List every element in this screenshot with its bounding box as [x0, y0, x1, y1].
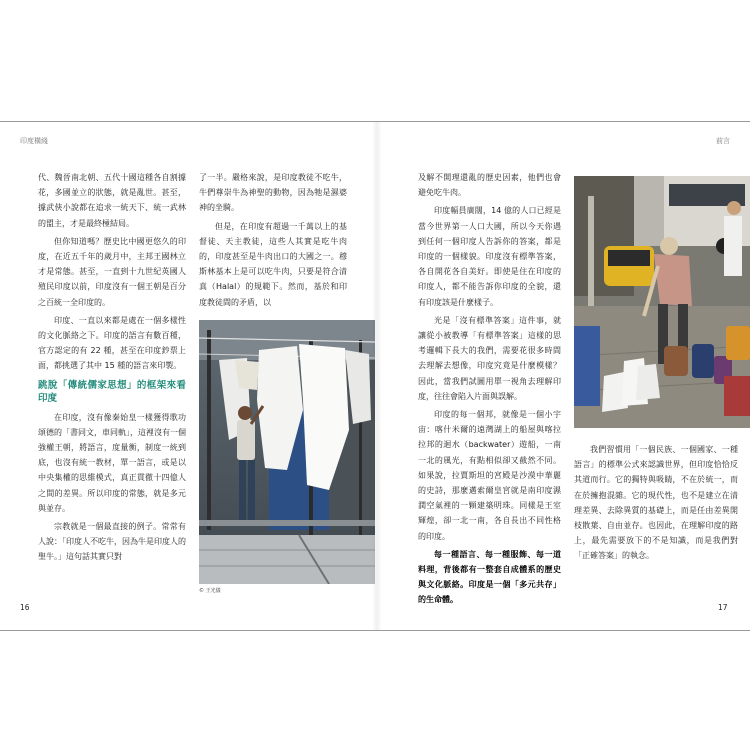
book-spread — [0, 121, 750, 631]
street-photo — [574, 176, 750, 428]
right-column-2 — [574, 442, 738, 567]
paragraph: 但你知道嗎？歷史比中國更悠久的印度，在近五千年的歲月中，主邦王國林立才是常態。甚至，一直到十九世紀英國人殖民印度以前，印度沒有一個王朝是百分之百統一全印度的。 — [38, 236, 186, 307]
paragraph: 及解不開理還亂的歷史因素，他們也會避免吃牛肉。 — [418, 173, 561, 198]
paragraph: 光是「沒有標準答案」這件事，就讓從小被教導「有標準答案」這樣的思考邏輯下長大的我們，需要花很多時間去理解去想像，印度究竟是什麼模樣？因此，當我們試圖用單一視角去理解印度，往往會陷入片面與誤解。 — [418, 315, 561, 401]
section-heading: 跳脫「傳統儒家思想」的框架來看印度 — [38, 379, 186, 404]
left-column-1 — [38, 170, 186, 568]
paragraph: 了一半。嚴格來說，是印度教徒不吃牛，牛們尊崇牛為神聖的動物，因為牠是濕婆神的坐騎。 — [199, 173, 347, 213]
laundry-photo — [199, 320, 375, 584]
street-photo-image — [574, 176, 750, 428]
page-number-left: 16 — [20, 603, 30, 612]
running-head-left: 印度橫綫 — [20, 137, 48, 145]
photo-credit: © 王光儀 — [199, 588, 221, 594]
right-column-1 — [418, 170, 561, 611]
page-number-right: 17 — [718, 603, 728, 612]
paragraph: 印度幅員廣闊，14 億的人口已經是當今世界第一人口大國，所以今天你遇到任何一個印度人告訴你的答案，都是印度的一個樣貌。印度沒有標準答案，各自開花各自美好。即使是住在印度的印度人，都不能告訴你印度的全貌，還有印度該是什麼樣子。 — [418, 206, 561, 307]
paragraph-bold — [418, 547, 561, 608]
paragraph: 但是，在印度有超過一千萬以上的基督徒、天主教徒，這些人其實是吃牛肉的，印度甚至是牛肉出口的大國之一。穆斯林基本上是可以吃牛肉，只要是符合清真（Halal）的規範下。然而，基於和印度教徒間的矛盾，以 — [199, 221, 347, 307]
gutter — [372, 122, 382, 630]
paragraph: 代、魏晉南北朝、五代十國這種各自割據花，多國並立的狀態，就是亂世。甚至，據武俠小說都在追求一統天下、統一武林的盟主，才是最終極結局。 — [38, 173, 186, 228]
paragraph: 宗教就是一個最直接的例子。常常有人說：「印度人不吃牛，因為牛是印度人的聖牛。」這句話其實只對 — [38, 522, 186, 562]
paragraph: 印度的每一個邦，就像是一個小宇宙：喀什米爾的遠灣湖上的船屋與喀拉拉邦的迴水（backwater）遊船，一南一北的風光，有點相似卻又截然不同。如果說，拉賈斯坦的宮殿是沙漠中華麗的史詩，那麼邁索爾皇宮就是南印度濕潤空氣裡的一顆建築明珠。同樣是王室輝煌，卻一北一南，各自長出不同性格的印度。 — [418, 410, 561, 541]
paragraph: 我們習慣用「一個民族、一個國家、一種語言」的標準公式來認識世界，但印度恰恰反其道而行。它的獨特與吸睛，不在於統一，而在於擁抱混雜。它的現代性，也不是建立在清理差異、去除異質的基礎上，而是任由差異開枝散葉、自由並存。也因此，在理解印度的路上，最先需要放下的不是知識，而是我們對「正確答案」的執念。 — [574, 445, 738, 561]
running-head-right: 前言 — [716, 137, 730, 145]
left-column-2 — [199, 170, 347, 313]
laundry-photo-image — [199, 320, 375, 584]
bold-text: 每一種語言、每一種服飾、每一道料理，背後都有一整套自成體系的歷史與文化脈絡。印度是一個「多元共存」的生命體。 — [418, 549, 561, 605]
paragraph: 印度、一直以來都是處在一個多樣性的文化脈絡之下。印度的語言有數百種，官方認定的有 22 種，甚至在印度鈔票上面，都挑選了其中 15 種的語言來印製。 — [38, 315, 186, 371]
paragraph: 在印度，沒有像秦始皇一樣獲得歌功頌德的「書同文，車同軌」，這裡沒有一個強權王朝，將語言，度量衡，制度一統到底，也沒有統一教材，單一語言，或是以中央集權的思維模式，真正貫徹十四億人之間的差異。所以印度的常態，就是多元與並存。 — [38, 412, 186, 513]
